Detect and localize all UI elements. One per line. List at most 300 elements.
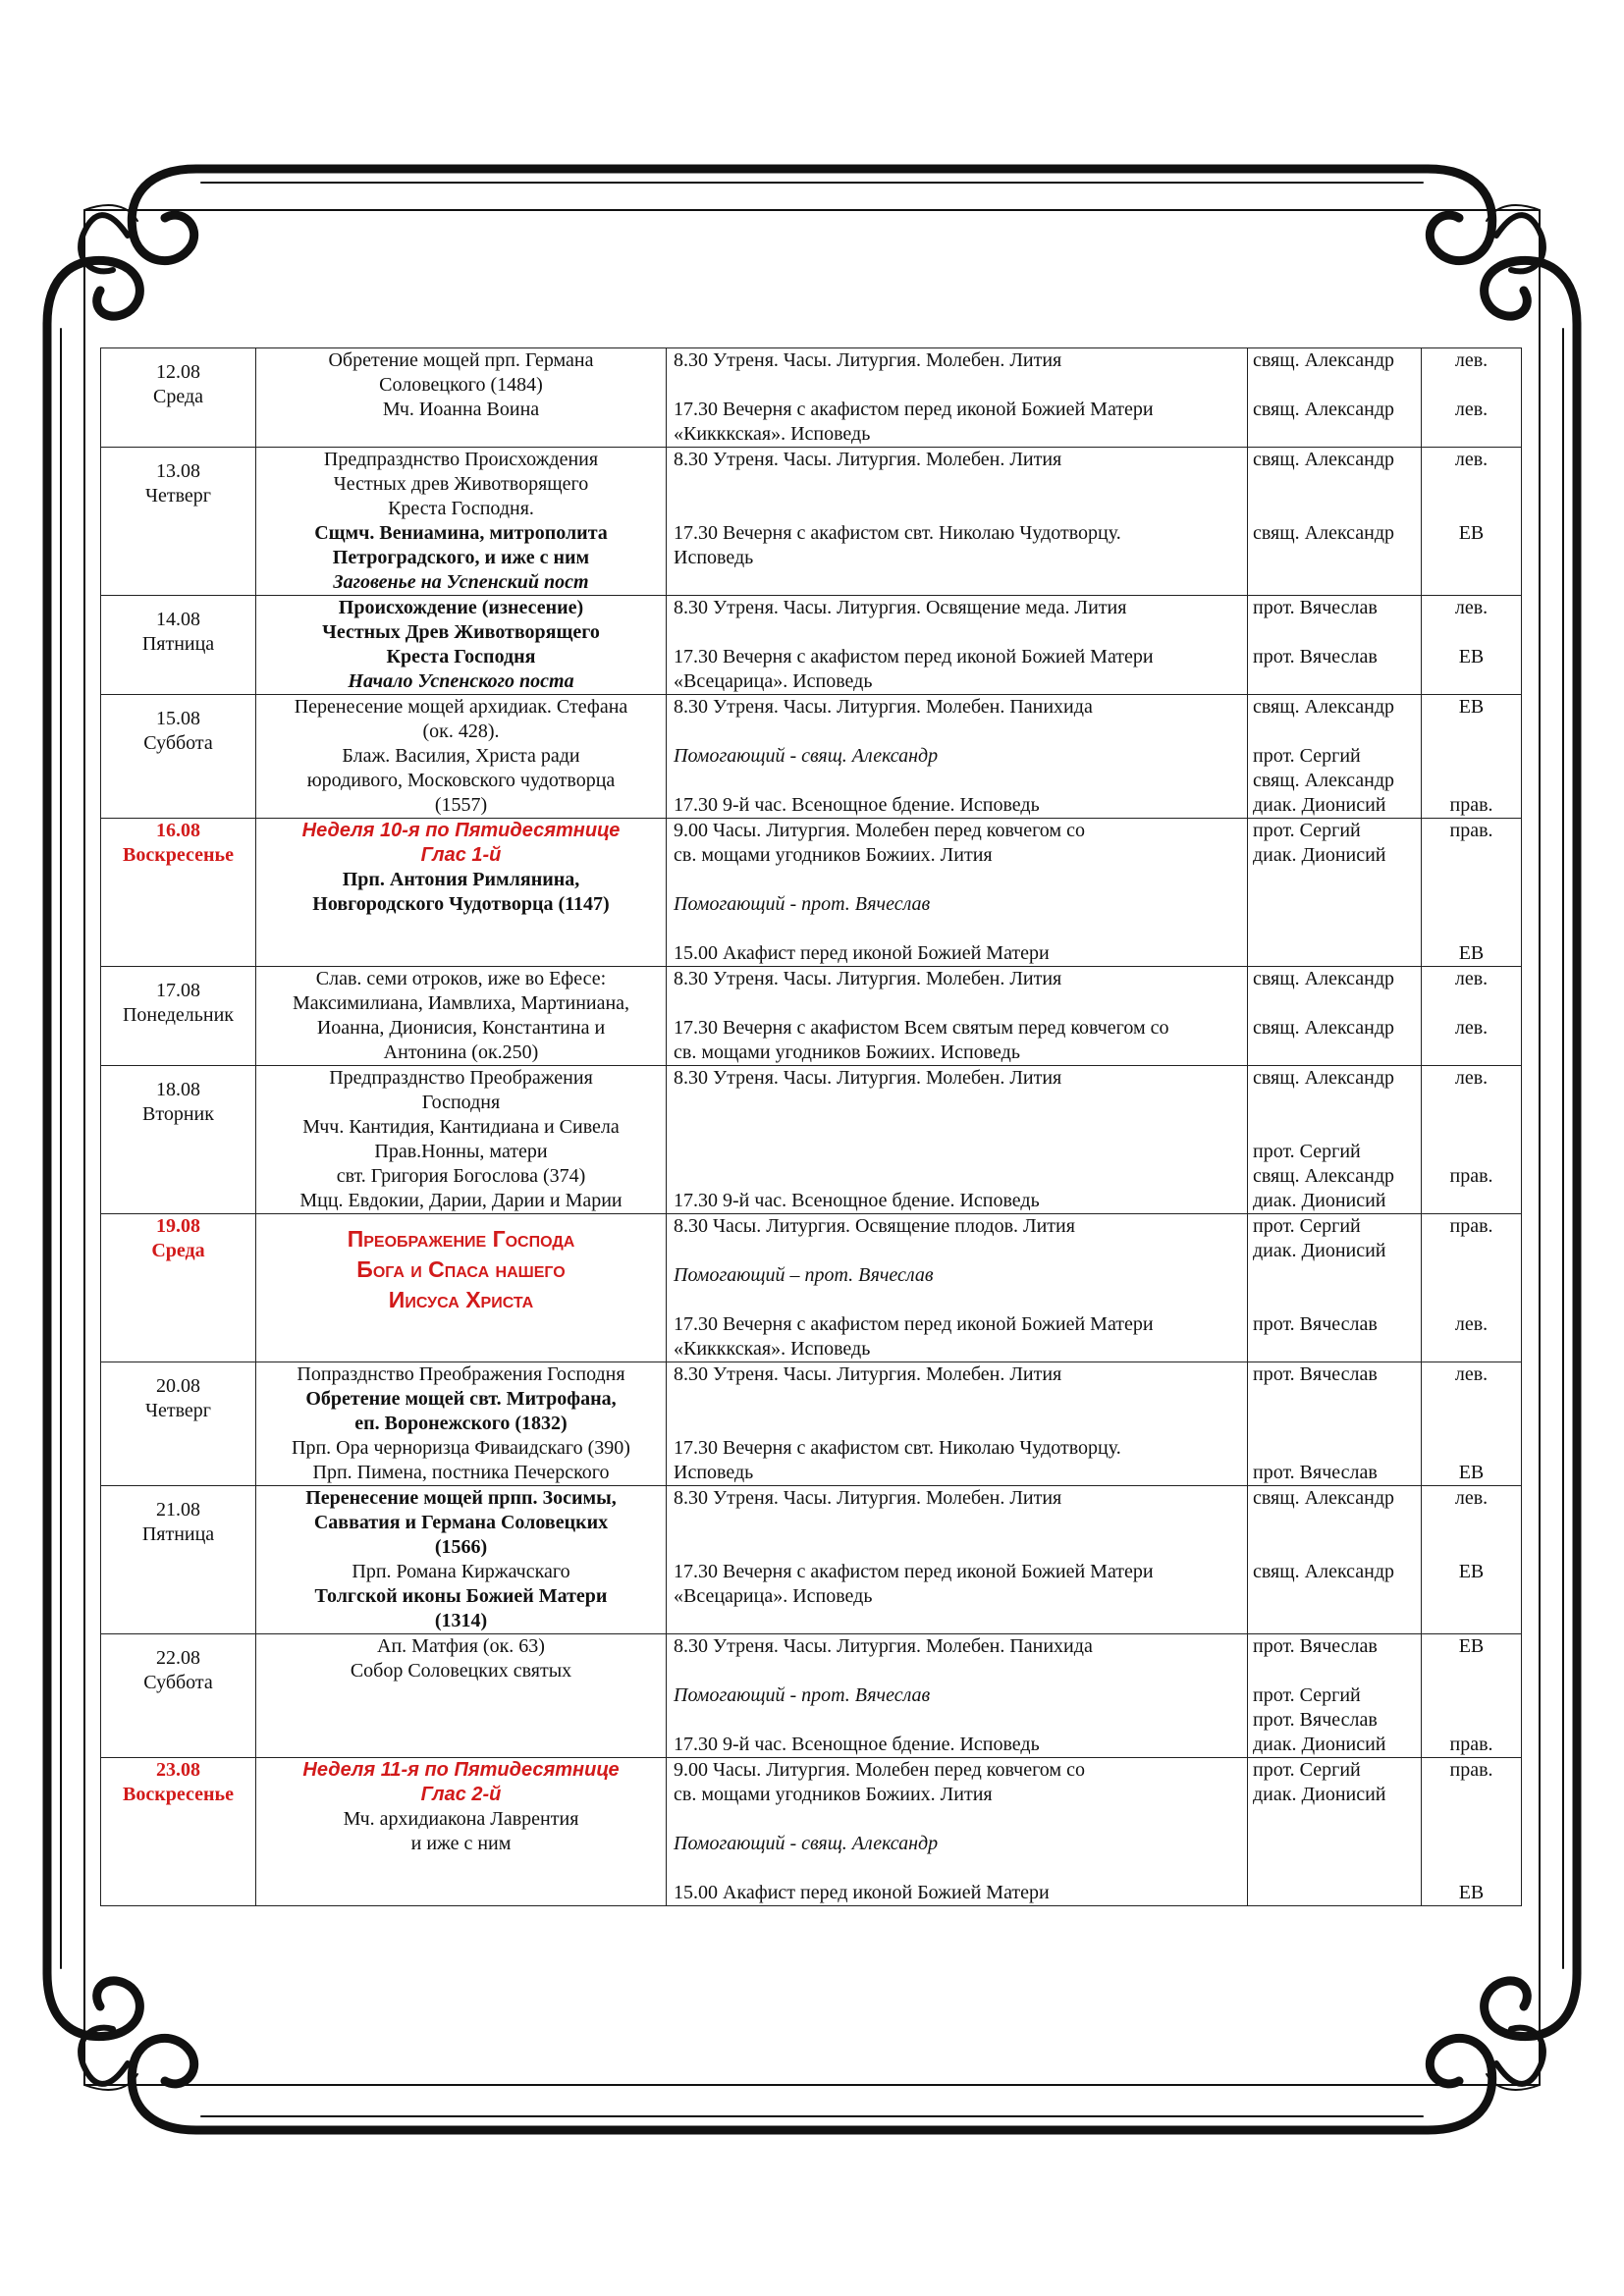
schedule-row bbox=[101, 695, 1522, 819]
choir-cell bbox=[1422, 1758, 1522, 1906]
commemoration-line: Обретение мощей свт. Митрофана, bbox=[305, 1388, 617, 1410]
service-line bbox=[674, 472, 1241, 497]
clergy-name: прот. Вячеслав bbox=[1253, 597, 1378, 618]
choir-label: прав. bbox=[1449, 1165, 1493, 1187]
choir-label: лев. bbox=[1454, 449, 1489, 470]
clergy-name: свящ. Александр bbox=[1253, 770, 1395, 791]
service-line bbox=[674, 570, 1241, 595]
service-line: 8.30 Утреня. Часы. Литургия. Молебен. Лития bbox=[674, 449, 1062, 470]
clergy-cell bbox=[1248, 448, 1422, 596]
commemoration-cell bbox=[256, 1486, 667, 1634]
schedule-row bbox=[101, 448, 1522, 596]
commemoration-line: Прав.Нонны, матери bbox=[374, 1141, 548, 1162]
clergy-cell bbox=[1248, 967, 1422, 1066]
commemoration-line: Иоанна, Дионисия, Константина и bbox=[316, 1017, 606, 1039]
date-cell bbox=[101, 819, 256, 967]
choir-label: лев. bbox=[1454, 349, 1489, 371]
commemoration-line: Новгородского Чудотворца (1147) bbox=[312, 893, 610, 915]
clergy-name bbox=[1253, 546, 1415, 570]
commemoration-line: Антонина (ок.250) bbox=[383, 1041, 539, 1063]
clergy-name: свящ. Александр bbox=[1253, 1487, 1395, 1509]
clergy-name bbox=[1253, 720, 1415, 744]
service-line: Исповедь bbox=[674, 1462, 754, 1483]
choir-label bbox=[1428, 472, 1515, 497]
choir-label: лев. bbox=[1454, 968, 1489, 989]
date-day: 16.08 bbox=[156, 820, 200, 841]
service-line bbox=[674, 1288, 1241, 1312]
date-weekday: Пятница bbox=[141, 1523, 215, 1545]
choir-label bbox=[1428, 1832, 1515, 1856]
schedule-row bbox=[101, 1362, 1522, 1486]
commemoration-line: (1566) bbox=[434, 1536, 488, 1558]
service-line: 17.30 Вечерня с акафистом перед иконой Божией Матери bbox=[674, 1561, 1154, 1582]
choir-label bbox=[1428, 1535, 1515, 1560]
commemoration-line: Начало Успенского поста bbox=[348, 670, 574, 692]
clergy-name: прот. Сергий bbox=[1253, 1141, 1361, 1162]
commemoration-line: Глас 2-й bbox=[420, 1784, 502, 1805]
clergy-name bbox=[1253, 1881, 1415, 1905]
clergy-name bbox=[1253, 868, 1415, 892]
service-line: 17.30 Вечерня с акафистом перед иконой Божией Матери bbox=[674, 399, 1154, 420]
choir-label: лев. bbox=[1454, 597, 1489, 618]
clergy-name: свящ. Александр bbox=[1253, 1165, 1395, 1187]
choir-label bbox=[1428, 991, 1515, 1016]
choir-label bbox=[1428, 1263, 1515, 1288]
commemoration-line: Честных древ Животворящего bbox=[333, 473, 589, 495]
choir-cell bbox=[1422, 819, 1522, 967]
commemoration-cell bbox=[256, 1214, 667, 1362]
service-line bbox=[674, 1115, 1241, 1140]
schedule-body bbox=[101, 348, 1522, 1906]
clergy-name bbox=[1253, 669, 1415, 694]
date-cell bbox=[101, 967, 256, 1066]
commemoration-line: юродивого, Московского чудотворца bbox=[306, 770, 616, 791]
commemoration-line: Перенесение мощей прпп. Зосимы, bbox=[305, 1487, 617, 1509]
clergy-name bbox=[1253, 1511, 1415, 1535]
clergy-name bbox=[1253, 1115, 1415, 1140]
commemoration-line: Соловецкого (1484) bbox=[379, 374, 543, 396]
choir-label: ЕВ bbox=[1458, 1882, 1485, 1903]
assistant-priest-line: Помогающий - свящ. Александр bbox=[674, 1833, 939, 1854]
clergy-name bbox=[1253, 1856, 1415, 1881]
choir-cell bbox=[1422, 1362, 1522, 1486]
choir-label bbox=[1428, 1856, 1515, 1881]
commemoration-line: Креста Господня bbox=[386, 646, 536, 667]
service-line bbox=[674, 1239, 1241, 1263]
choir-label: ЕВ bbox=[1458, 522, 1485, 544]
commemoration-line: Неделя 11-я по Пятидесятнице bbox=[302, 1759, 620, 1781]
feast-title: Иисуса Христа bbox=[388, 1287, 534, 1312]
choir-label bbox=[1428, 1239, 1515, 1263]
commemoration-cell bbox=[256, 695, 667, 819]
clergy-name bbox=[1253, 1436, 1415, 1461]
commemoration-line: Прп. Антония Римлянина, bbox=[342, 869, 580, 890]
feast-title: Бога и Спаса нашего bbox=[356, 1256, 566, 1282]
commemoration-line: Глас 1-й bbox=[420, 844, 502, 866]
clergy-cell bbox=[1248, 1634, 1422, 1758]
service-line: 15.00 Акафист перед иконой Божией Матери bbox=[674, 1882, 1050, 1903]
date-cell bbox=[101, 695, 256, 819]
date-day: 21.08 bbox=[156, 1499, 200, 1521]
service-line bbox=[674, 1807, 1241, 1832]
service-line: 8.30 Утреня. Часы. Литургия. Молебен. Лития bbox=[674, 1067, 1062, 1089]
service-line: 8.30 Часы. Литургия. Освящение плодов. Лития bbox=[674, 1215, 1075, 1237]
choir-label bbox=[1428, 1337, 1515, 1362]
choir-label: ЕВ bbox=[1458, 942, 1485, 964]
service-line: Исповедь bbox=[674, 547, 754, 568]
services-cell bbox=[667, 967, 1248, 1066]
choir-label bbox=[1428, 1041, 1515, 1065]
choir-label: лев. bbox=[1454, 399, 1489, 420]
service-line: 8.30 Утреня. Часы. Литургия. Освящение меда. Лития bbox=[674, 597, 1127, 618]
service-line: 17.30 9-й час. Всенощное бдение. Исповедь bbox=[674, 1734, 1040, 1755]
schedule-row bbox=[101, 1214, 1522, 1362]
service-line bbox=[674, 720, 1241, 744]
clergy-name: диак. Дионисий bbox=[1253, 794, 1386, 816]
service-line: 15.00 Акафист перед иконой Божией Матери bbox=[674, 942, 1050, 964]
date-weekday: Среда bbox=[151, 1240, 205, 1261]
commemoration-cell bbox=[256, 1066, 667, 1214]
date-day: 12.08 bbox=[156, 361, 200, 383]
date-weekday: Воскресенье bbox=[123, 844, 234, 866]
service-line: «Всецарица». Исповедь bbox=[674, 1585, 873, 1607]
commemoration-line: (1314) bbox=[434, 1610, 488, 1631]
service-line: 17.30 Вечерня с акафистом свт. Николаю Чудотворцу. bbox=[674, 522, 1121, 544]
services-cell bbox=[667, 596, 1248, 695]
commemoration-line: Честных Древ Животворящего bbox=[322, 621, 600, 643]
commemoration-line: свт. Григория Богослова (374) bbox=[336, 1165, 586, 1187]
service-line: 8.30 Утреня. Часы. Литургия. Молебен. Лития bbox=[674, 349, 1062, 371]
choir-label bbox=[1428, 1783, 1515, 1807]
service-line: 8.30 Утреня. Часы. Литургия. Молебен. Лития bbox=[674, 1363, 1062, 1385]
choir-label bbox=[1428, 620, 1515, 645]
commemoration-line: Предпразднство Происхождения bbox=[323, 449, 599, 470]
service-line bbox=[674, 1535, 1241, 1560]
service-line: «Кикккская». Исповедь bbox=[674, 423, 871, 445]
commemoration-line: Ап. Матфия (ок. 63) bbox=[377, 1635, 545, 1657]
clergy-name: диак. Дионисий bbox=[1253, 844, 1386, 866]
choir-cell bbox=[1422, 1486, 1522, 1634]
service-line: св. мощами угодников Божиих. Исповедь bbox=[674, 1041, 1020, 1063]
date-cell bbox=[101, 1362, 256, 1486]
choir-label bbox=[1428, 546, 1515, 570]
services-cell bbox=[667, 1486, 1248, 1634]
clergy-cell bbox=[1248, 1362, 1422, 1486]
date-day: 22.08 bbox=[156, 1647, 200, 1669]
service-line bbox=[674, 497, 1241, 521]
commemoration-line: (ок. 428). bbox=[422, 721, 500, 742]
commemoration-line: Мцц. Евдокии, Дарии, Дарии и Марии bbox=[299, 1190, 623, 1211]
commemoration-cell bbox=[256, 1362, 667, 1486]
clergy-name bbox=[1253, 1337, 1415, 1362]
date-day: 20.08 bbox=[156, 1375, 200, 1397]
service-line bbox=[674, 991, 1241, 1016]
clergy-name bbox=[1253, 1263, 1415, 1288]
choir-label: ЕВ bbox=[1458, 1561, 1485, 1582]
service-line bbox=[674, 1164, 1241, 1189]
service-line bbox=[674, 373, 1241, 398]
clergy-name bbox=[1253, 1832, 1415, 1856]
clergy-name bbox=[1253, 570, 1415, 595]
date-day: 18.08 bbox=[156, 1079, 200, 1100]
commemoration-line: Попразднство Преображения Господня bbox=[297, 1363, 625, 1385]
choir-label bbox=[1428, 1708, 1515, 1733]
service-line bbox=[674, 1511, 1241, 1535]
commemoration-line: Мч. архидиакона Лаврентия bbox=[343, 1808, 579, 1830]
corner-top-left bbox=[47, 169, 196, 324]
clergy-name: свящ. Александр bbox=[1253, 449, 1395, 470]
clergy-name: свящ. Александр bbox=[1253, 1067, 1395, 1089]
commemoration-line: (1557) bbox=[434, 794, 488, 816]
clergy-name: прот. Вячеслав bbox=[1253, 1313, 1378, 1335]
service-line bbox=[674, 1659, 1241, 1683]
choir-label bbox=[1428, 1412, 1515, 1436]
date-weekday: Воскресенье bbox=[123, 1784, 234, 1805]
schedule-row bbox=[101, 1758, 1522, 1906]
choir-label bbox=[1428, 1436, 1515, 1461]
services-cell bbox=[667, 1362, 1248, 1486]
clergy-cell bbox=[1248, 596, 1422, 695]
clergy-name: свящ. Александр bbox=[1253, 1017, 1395, 1039]
commemoration-line: Прп. Ора черноризца Фиваидскаго (390) bbox=[292, 1437, 630, 1459]
schedule-row bbox=[101, 967, 1522, 1066]
service-line: 8.30 Утреня. Часы. Литургия. Молебен. Лития bbox=[674, 1487, 1062, 1509]
commemoration-cell bbox=[256, 448, 667, 596]
choir-cell bbox=[1422, 596, 1522, 695]
clergy-name: прот. Сергий bbox=[1253, 820, 1361, 841]
schedule-row bbox=[101, 1634, 1522, 1758]
clergy-name: свящ. Александр bbox=[1253, 696, 1395, 718]
commemoration-line: Неделя 10-я по Пятидесятнице bbox=[301, 820, 621, 841]
service-line: 9.00 Часы. Литургия. Молебен перед ковчегом со bbox=[674, 1759, 1085, 1781]
clergy-name bbox=[1253, 1041, 1415, 1065]
services-cell bbox=[667, 819, 1248, 967]
clergy-cell bbox=[1248, 348, 1422, 448]
commemoration-line: еп. Воронежского (1832) bbox=[354, 1413, 568, 1434]
clergy-name: прот. Сергий bbox=[1253, 1759, 1361, 1781]
service-line: 17.30 Вечерня с акафистом перед иконой Божией Матери bbox=[674, 1313, 1154, 1335]
commemoration-line: Креста Господня. bbox=[388, 498, 534, 519]
schedule-table bbox=[100, 347, 1522, 1906]
services-cell bbox=[667, 1214, 1248, 1362]
clergy-name bbox=[1253, 422, 1415, 447]
clergy-name: свящ. Александр bbox=[1253, 399, 1395, 420]
commemoration-line: Прп. Романа Киржачскаго bbox=[352, 1561, 570, 1582]
commemoration-line: Собор Соловецких святых bbox=[350, 1660, 572, 1682]
commemoration-line: Слав. семи отроков, иже во Ефесе: bbox=[315, 968, 607, 989]
clergy-name: диак. Дионисий bbox=[1253, 1734, 1386, 1755]
assistant-priest-line: Помогающий – прот. Вячеслав bbox=[674, 1264, 934, 1286]
choir-label bbox=[1428, 373, 1515, 398]
choir-label: ЕВ bbox=[1458, 1462, 1485, 1483]
commemoration-cell bbox=[256, 819, 667, 967]
date-cell bbox=[101, 1634, 256, 1758]
services-cell bbox=[667, 348, 1248, 448]
service-line bbox=[674, 1412, 1241, 1436]
date-weekday: Среда bbox=[152, 386, 203, 407]
choir-label bbox=[1428, 843, 1515, 868]
clergy-name bbox=[1253, 1659, 1415, 1683]
choir-label bbox=[1428, 892, 1515, 917]
date-weekday: Понедельник bbox=[122, 1004, 235, 1026]
date-cell bbox=[101, 448, 256, 596]
commemoration-line: Савватия и Германа Соловецких bbox=[313, 1512, 609, 1533]
services-cell bbox=[667, 1066, 1248, 1214]
commemoration-line: Обретение мощей прп. Германа bbox=[328, 349, 594, 371]
clergy-name bbox=[1253, 1091, 1415, 1115]
clergy-name: свящ. Александр bbox=[1253, 968, 1395, 989]
clergy-name: прот. Сергий bbox=[1253, 1684, 1361, 1706]
service-line: «Кикккская». Исповедь bbox=[674, 1338, 871, 1360]
clergy-name bbox=[1253, 1535, 1415, 1560]
clergy-name bbox=[1253, 1412, 1415, 1436]
date-weekday: Суббота bbox=[143, 1672, 213, 1693]
clergy-name: диак. Дионисий bbox=[1253, 1190, 1386, 1211]
corner-bottom-right bbox=[1428, 1973, 1577, 2130]
service-line bbox=[674, 1140, 1241, 1164]
choir-label bbox=[1428, 1115, 1515, 1140]
date-cell bbox=[101, 1066, 256, 1214]
service-line bbox=[674, 620, 1241, 645]
clergy-name: прот. Сергий bbox=[1253, 745, 1361, 767]
clergy-cell bbox=[1248, 819, 1422, 967]
commemoration-cell bbox=[256, 1634, 667, 1758]
clergy-name bbox=[1253, 941, 1415, 966]
choir-label bbox=[1428, 868, 1515, 892]
choir-label bbox=[1428, 1091, 1515, 1115]
date-cell bbox=[101, 1214, 256, 1362]
service-line bbox=[674, 917, 1241, 941]
services-cell bbox=[667, 1634, 1248, 1758]
clergy-name bbox=[1253, 1584, 1415, 1609]
schedule-row bbox=[101, 1486, 1522, 1634]
choir-label: ЕВ bbox=[1458, 696, 1485, 718]
date-day: 13.08 bbox=[156, 460, 200, 482]
commemoration-line: Блаж. Василия, Христа ради bbox=[342, 745, 580, 767]
commemoration-line: Мч. Иоанна Воина bbox=[382, 399, 540, 420]
commemoration-cell bbox=[256, 348, 667, 448]
date-cell bbox=[101, 1758, 256, 1906]
commemoration-line: Предпразднство Преображения bbox=[329, 1067, 593, 1089]
choir-label bbox=[1428, 720, 1515, 744]
clergy-cell bbox=[1248, 695, 1422, 819]
choir-cell bbox=[1422, 1066, 1522, 1214]
date-weekday: Четверг bbox=[144, 1400, 212, 1421]
service-line: 17.30 9-й час. Всенощное бдение. Исповедь bbox=[674, 1190, 1040, 1211]
date-day: 19.08 bbox=[156, 1215, 200, 1237]
choir-label bbox=[1428, 1807, 1515, 1832]
services-cell bbox=[667, 1758, 1248, 1906]
clergy-cell bbox=[1248, 1214, 1422, 1362]
choir-label: прав. bbox=[1449, 794, 1493, 816]
schedule-row bbox=[101, 1066, 1522, 1214]
choir-label: прав. bbox=[1449, 1759, 1493, 1781]
clergy-name bbox=[1253, 1288, 1415, 1312]
services-cell bbox=[667, 695, 1248, 819]
schedule-row bbox=[101, 819, 1522, 967]
clergy-name: прот. Сергий bbox=[1253, 1215, 1361, 1237]
choir-label bbox=[1428, 422, 1515, 447]
choir-cell bbox=[1422, 695, 1522, 819]
commemoration-line: Мчч. Кантидия, Кантидиана и Сивела bbox=[302, 1116, 620, 1138]
commemoration-cell bbox=[256, 1758, 667, 1906]
clergy-name: диак. Дионисий bbox=[1253, 1784, 1386, 1805]
choir-label: прав. bbox=[1449, 1734, 1493, 1755]
choir-label bbox=[1428, 1584, 1515, 1609]
service-line: св. мощами угодников Божиих. Лития bbox=[674, 844, 993, 866]
choir-label bbox=[1428, 1683, 1515, 1708]
clergy-name bbox=[1253, 1609, 1415, 1633]
choir-cell bbox=[1422, 348, 1522, 448]
choir-label bbox=[1428, 497, 1515, 521]
date-day: 14.08 bbox=[156, 609, 200, 630]
service-line: 8.30 Утреня. Часы. Литургия. Молебен. Лития bbox=[674, 968, 1062, 989]
clergy-name bbox=[1253, 1807, 1415, 1832]
clergy-name: прот. Вячеслав bbox=[1253, 1363, 1378, 1385]
date-weekday: Четверг bbox=[144, 485, 212, 507]
clergy-name bbox=[1253, 620, 1415, 645]
clergy-name bbox=[1253, 892, 1415, 917]
service-line: «Всецарица». Исповедь bbox=[674, 670, 873, 692]
choir-label: лев. bbox=[1454, 1017, 1489, 1039]
commemoration-line: Сщмч. Вениамина, митрополита bbox=[314, 522, 608, 544]
service-line: 8.30 Утреня. Часы. Литургия. Молебен. Панихида bbox=[674, 696, 1093, 718]
date-day: 15.08 bbox=[156, 708, 200, 729]
assistant-priest-line: Помогающий - свящ. Александр bbox=[674, 745, 939, 767]
commemoration-line: Заговенье на Успенский пост bbox=[333, 571, 589, 593]
choir-label bbox=[1428, 1189, 1515, 1213]
choir-label: прав. bbox=[1449, 1215, 1493, 1237]
corner-bottom-left bbox=[47, 1973, 196, 2130]
choir-label: лев. bbox=[1454, 1487, 1489, 1509]
commemoration-line: Толгской иконы Божией Матери bbox=[314, 1585, 608, 1607]
commemoration-cell bbox=[256, 967, 667, 1066]
commemoration-line: Перенесение мощей архидиак. Стефана bbox=[294, 696, 628, 718]
schedule-row bbox=[101, 348, 1522, 448]
date-weekday: Пятница bbox=[141, 633, 215, 655]
choir-label: ЕВ bbox=[1458, 1635, 1485, 1657]
service-line: 8.30 Утреня. Часы. Литургия. Молебен. Панихида bbox=[674, 1635, 1093, 1657]
date-cell bbox=[101, 596, 256, 695]
choir-cell bbox=[1422, 967, 1522, 1066]
clergy-name bbox=[1253, 472, 1415, 497]
choir-label bbox=[1428, 669, 1515, 694]
service-line bbox=[674, 868, 1241, 892]
service-line bbox=[674, 1708, 1241, 1733]
service-line: 17.30 Вечерня с акафистом Всем святым перед ковчегом со bbox=[674, 1017, 1169, 1039]
service-line: 17.30 Вечерня с акафистом свт. Николаю Чудотворцу. bbox=[674, 1437, 1121, 1459]
choir-cell bbox=[1422, 1634, 1522, 1758]
clergy-cell bbox=[1248, 1066, 1422, 1214]
choir-label bbox=[1428, 744, 1515, 769]
clergy-cell bbox=[1248, 1486, 1422, 1634]
commemoration-line: и иже с ним bbox=[410, 1833, 512, 1854]
choir-label bbox=[1428, 1140, 1515, 1164]
clergy-name bbox=[1253, 497, 1415, 521]
clergy-name: прот. Вячеслав bbox=[1253, 1709, 1378, 1731]
assistant-priest-line: Помогающий - прот. Вячеслав bbox=[674, 1684, 931, 1706]
clergy-name bbox=[1253, 917, 1415, 941]
choir-label: прав. bbox=[1449, 820, 1493, 841]
commemoration-line: Прп. Пимена, постника Печерского bbox=[312, 1462, 610, 1483]
choir-label: лев. bbox=[1454, 1313, 1489, 1335]
choir-label bbox=[1428, 1288, 1515, 1312]
choir-label bbox=[1428, 1609, 1515, 1633]
choir-label: ЕВ bbox=[1458, 646, 1485, 667]
commemoration-line: Максимилиана, Иамвлиха, Мартиниана, bbox=[292, 992, 630, 1014]
date-cell bbox=[101, 348, 256, 448]
date-day: 17.08 bbox=[156, 980, 200, 1001]
